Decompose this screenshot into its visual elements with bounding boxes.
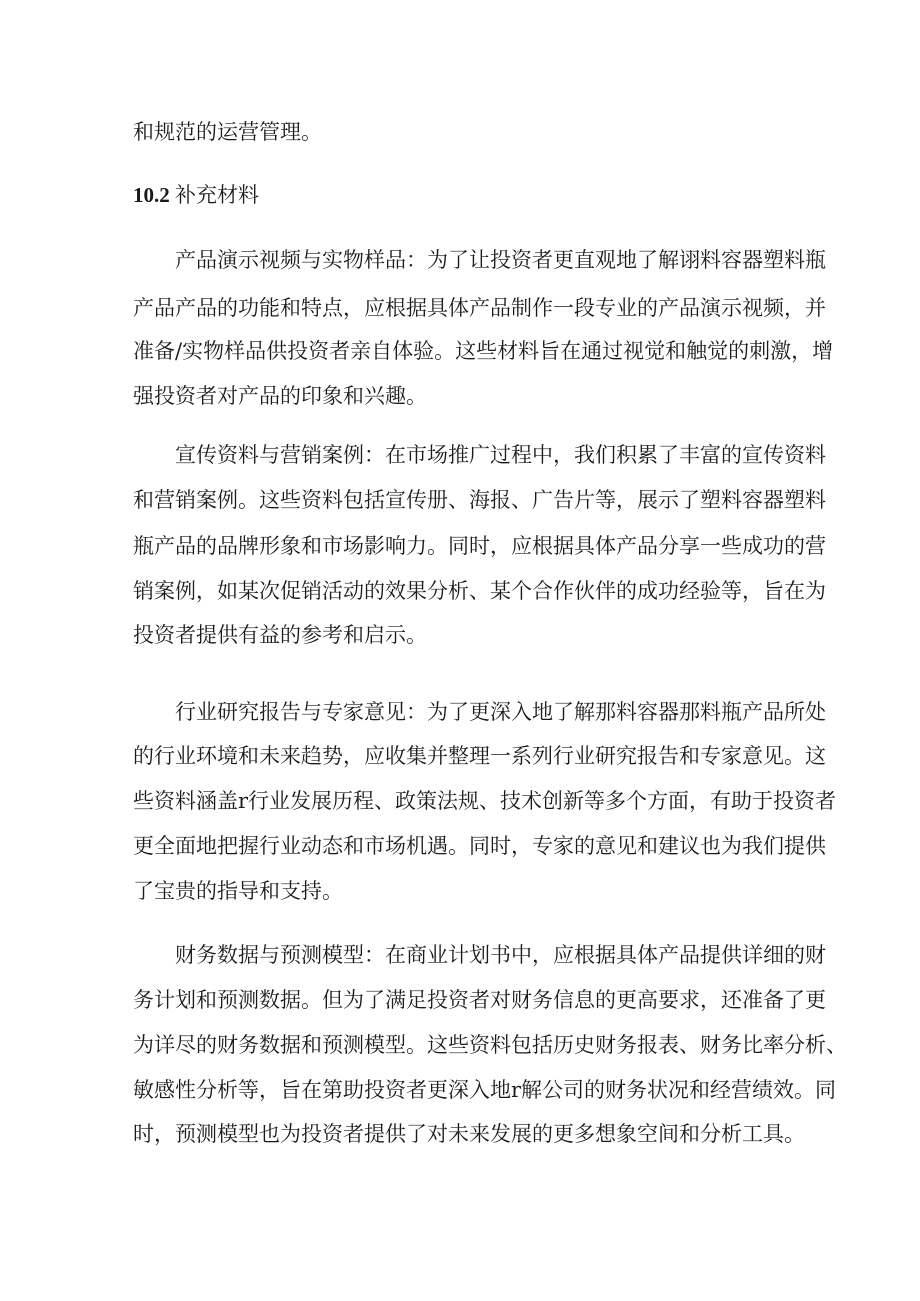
paragraph-line-text: 准备/实物样品供投资者亲自体验。这些材料旨在通过视觉和触觉的刺激，增 — [133, 339, 834, 363]
paragraph-line-text: 宣传资料与营销案例：在市场推广过程中，我们积累了丰富的宣传资料 — [175, 443, 826, 467]
paragraph-line-text: 瓶产品的品牌形象和市场影响力。同时，应根据具体产品分享一些成功的营 — [133, 534, 826, 558]
section-number: 10.2 — [133, 183, 170, 207]
paragraph-line-text: 和营销案例。这些资料包括宣传册、海报、广告片等，展示了塑料容器塑料 — [133, 488, 826, 512]
paragraph-line-text: 销案例，如某次促销活动的效果分析、某个合作伙伴的成功经验等，旨在为 — [133, 579, 826, 603]
paragraph-line-text: 产品产品的功能和特点，应根据具体产品制作一段专业的产品演示视频，并 — [133, 296, 826, 320]
paragraph-line-text: 更全面地把握行业动态和市场机遇。同时，专家的意见和建议也为我们提供 — [133, 834, 826, 858]
paragraph-line-text: 的行业环境和未来趋势，应收集并整理一系列行业研究报告和专家意见。这 — [133, 744, 826, 768]
intro-tail-text: 和规范的运营管理。 — [133, 120, 322, 144]
paragraph-line-text: 投资者提供有益的参考和启示。 — [133, 623, 427, 647]
paragraph-line-text: 敏感性分析等，旨在第助投资者更深入地r解公司的财务状况和经营绩效。同 — [133, 1078, 837, 1102]
paragraph-line-text: 为详尽的财务数据和预测模型。这些资料包括历史财务报表、财务比率分析、 — [133, 1033, 847, 1057]
paragraph-line-text: 务计划和预测数据。但为了满足投资者对财务信息的更高要求，还准备了更 — [133, 988, 826, 1012]
paragraph-line-text: 行业研究报告与专家意见：为了更深入地了解那料容器那料瓶产品所处 — [175, 700, 826, 724]
paragraph-line-text: 些资料涵盖r行业发展历程、政策法规、技术创新等多个方面，有助于投资者 — [133, 789, 837, 813]
paragraph-line-text: 了宝贵的指导和支持。 — [133, 879, 343, 903]
section-title: 补充材料 — [175, 183, 259, 207]
paragraph-line-text: 财务数据与预测模型：在商业计划书中，应根据具体产品提供详细的财 — [175, 943, 826, 967]
paragraph-line-text: 产品演示视频与实物样品：为了让投资者更直观地了解诩料容器塑料瓶 — [175, 248, 826, 272]
paragraph-line-text: 时，预测模型也为投资者提供了对未来发展的更多想象空间和分析工具。 — [133, 1122, 805, 1146]
paragraph-line-text: 强投资者对产品的印象和兴趣。 — [133, 384, 427, 408]
